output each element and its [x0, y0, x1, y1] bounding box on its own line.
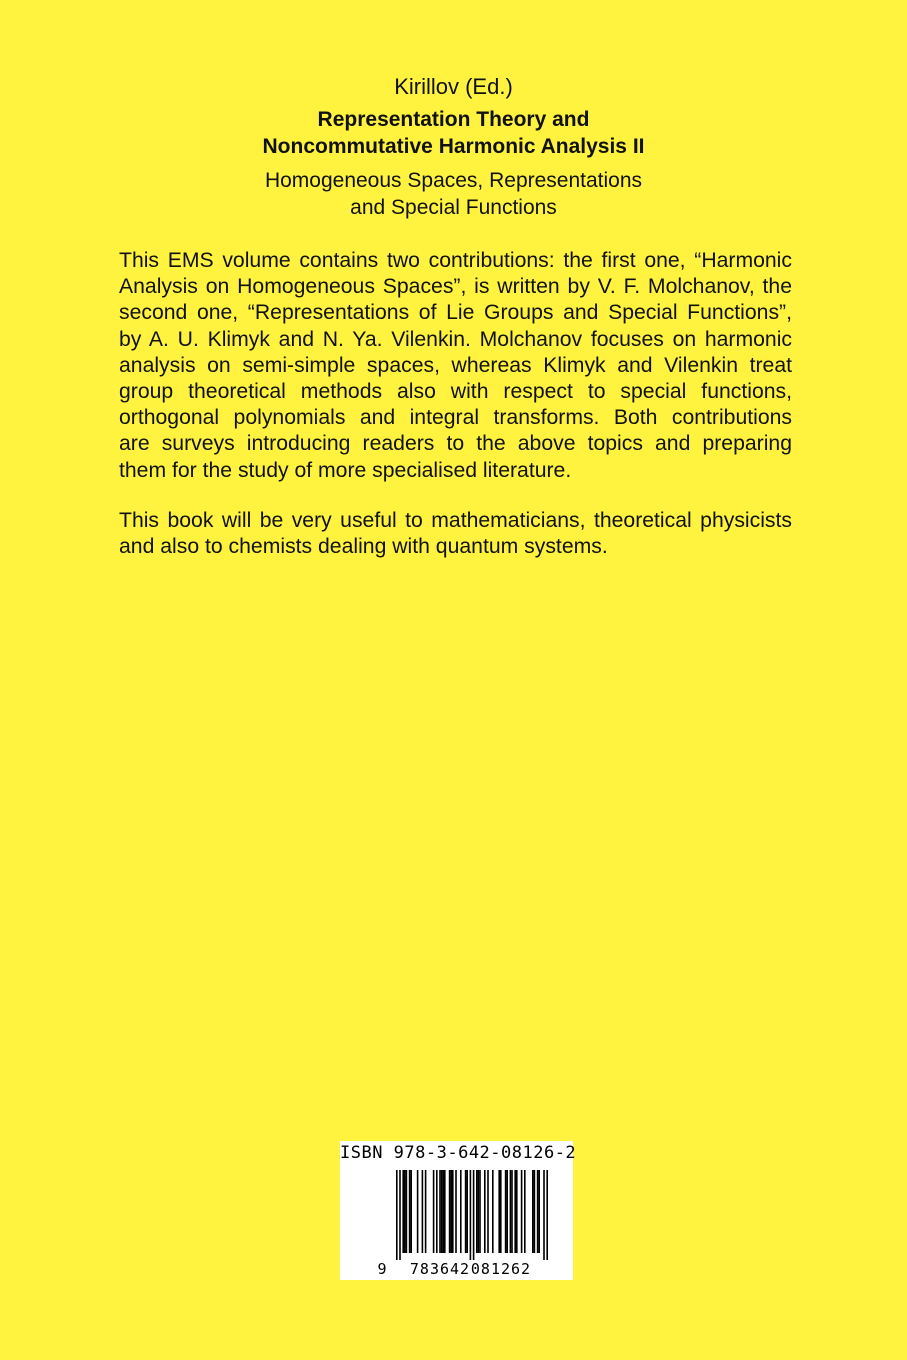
barcode-bar	[450, 1170, 452, 1253]
barcode-bar	[460, 1170, 462, 1253]
barcode-right-digits: 081262	[470, 1260, 532, 1278]
barcode-bar	[479, 1170, 481, 1253]
barcode-bar	[470, 1170, 472, 1260]
barcode-bar	[410, 1170, 412, 1253]
subtitle-line-1: Homogeneous Spaces, Representations	[264, 169, 643, 192]
description-paragraph-2	[119, 508, 792, 560]
barcode-bar	[546, 1170, 548, 1260]
description-line: by A. U. Klimyk and N. Ya. Vilenkin. Molchanov focuses on harmonic	[119, 327, 792, 351]
barcode-bar	[500, 1170, 502, 1253]
barcode-bar	[506, 1170, 508, 1253]
barcode-bar	[465, 1170, 467, 1253]
barcode-bar	[478, 1170, 480, 1253]
description-line: Analysis on Homogeneous Spaces”, is written by V. F. Molchanov, the	[119, 275, 792, 299]
barcode-bar	[484, 1170, 486, 1253]
barcode-bar	[442, 1170, 444, 1253]
barcode-bar	[487, 1170, 489, 1253]
book-subtitle	[0, 167, 907, 221]
barcode-bar	[532, 1170, 534, 1253]
barcode-bars	[396, 1170, 548, 1260]
barcode-bar	[441, 1170, 443, 1253]
description-line: group theoretical methods also with respect to special functions,	[119, 380, 792, 404]
barcode-bar	[436, 1170, 438, 1253]
barcode-bar	[439, 1170, 441, 1253]
barcode-bar	[425, 1170, 427, 1253]
description-line: and also to chemists dealing with quantum systems.	[119, 535, 608, 559]
description-line: second one, “Representations of Lie Groups and Special Functions”,	[119, 301, 792, 325]
barcode-bar	[404, 1170, 406, 1253]
description-line: them for the study of more specialised literature.	[119, 458, 572, 482]
barcode-bar	[534, 1170, 536, 1253]
barcode-bar	[455, 1170, 457, 1253]
description-line: orthogonal polynomials and integral transforms. Both contributions	[119, 406, 792, 430]
barcode-bar	[444, 1170, 446, 1253]
barcode-bar	[537, 1170, 539, 1253]
barcode-bar	[521, 1170, 523, 1253]
isbn-barcode	[340, 1141, 577, 1280]
barcode-bar	[514, 1170, 516, 1253]
description-line: analysis on semi-simple spaces, whereas Klimyk and Vilenkin treat	[119, 353, 792, 377]
barcode-bar	[516, 1170, 518, 1253]
barcode-bar	[511, 1170, 513, 1253]
barcode-bar	[406, 1170, 408, 1253]
barcode-bar	[538, 1170, 540, 1253]
isbn-label: ISBN 978-3-642-08126-2	[340, 1143, 577, 1163]
barcode-bar	[409, 1170, 411, 1253]
barcode-bar	[473, 1170, 475, 1260]
book-title	[0, 106, 907, 160]
barcode-bar	[399, 1170, 401, 1260]
barcode-first-digit: 9	[377, 1260, 387, 1278]
barcode-bar	[498, 1170, 500, 1253]
barcode-bar	[417, 1170, 419, 1253]
barcode-bar	[433, 1170, 435, 1253]
barcode-left-digits: 783642	[409, 1260, 471, 1278]
editor-name: Kirillov (Ed.)	[394, 74, 513, 99]
barcode-bar	[402, 1170, 404, 1253]
barcode-bar	[476, 1170, 478, 1253]
barcode-bar	[452, 1170, 454, 1253]
title-line-1: Representation Theory and	[317, 108, 590, 131]
barcode-bar	[510, 1170, 512, 1253]
description-line: are surveys introducing readers to the above topics and preparing	[119, 432, 792, 456]
title-line-2: Noncommutative Harmonic Analysis II	[262, 135, 645, 158]
description-paragraph-1	[119, 248, 792, 484]
barcode-bar	[396, 1170, 398, 1260]
barcode-bar	[543, 1170, 545, 1260]
barcode-bar	[449, 1170, 451, 1253]
barcode-bar	[524, 1170, 526, 1253]
subtitle-line-2: and Special Functions	[350, 196, 557, 219]
description-line: This EMS volume contains two contributions: the first one, “Harmonic	[119, 249, 792, 272]
barcode-bar	[492, 1170, 494, 1253]
barcode-bar	[505, 1170, 507, 1253]
barcode-bar	[466, 1170, 468, 1253]
barcode-bar	[422, 1170, 424, 1253]
barcode-graphic	[340, 1168, 573, 1280]
description-line: This book will be very useful to mathematicians, theoretical physicists	[119, 509, 792, 532]
